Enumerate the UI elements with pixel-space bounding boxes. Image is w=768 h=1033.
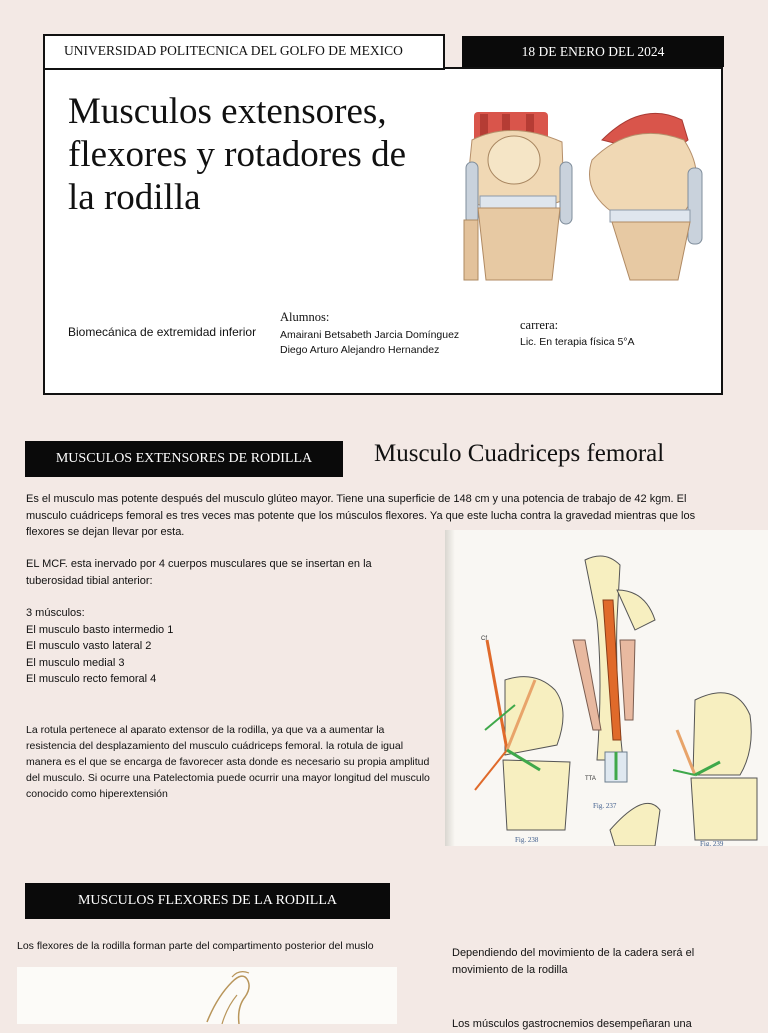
section-subtitle: Musculo Cuadriceps femoral <box>374 440 665 467</box>
career-value: Lic. En terapia física 5°A <box>520 336 635 348</box>
flexores-figure <box>17 967 397 1024</box>
knee-joint-illustration <box>452 100 717 285</box>
page-title: Musculos extensores, flexores y rotadores de la rodilla <box>68 91 407 218</box>
innervation-paragraph: EL MCF. esta inervado por 4 cuerpos musculares que se insertan en la tuberosidad tibial anterior: <box>26 558 372 587</box>
section-header-flexores: MUSCULOS FLEXORES DE LA RODILLA <box>25 883 390 919</box>
svg-text:Cf: Cf <box>481 636 487 642</box>
list-item: El musculo recto femoral 4 <box>26 673 157 685</box>
rotula-paragraph: La rotula pertenece al aparato extensor de la rodilla, ya que va a aumentar la resistencia del desplazamiento del musculo cuádriceps femoral. la rotula de igual manera es el que se encarga de favorecer asta donde es necesario su propia amplitud del musculo. Si ocurre una Patelectomia puede ocurrir una mayor longitud del musculo conocido como hiperextensión <box>26 724 430 800</box>
career-label: carrera: <box>520 318 559 332</box>
cadera-paragraph: Dependiendo del movimiento de la cadera será el movimiento de la rodilla <box>452 947 695 976</box>
list-item: El musculo vasto lateral 2 <box>26 640 152 652</box>
quadriceps-diagram <box>445 530 768 846</box>
figure-caption: Fig. 238 <box>515 836 539 844</box>
muscle-list <box>26 605 173 688</box>
university-name: UNIVERSIDAD POLITECNICA DEL GOLFO DE MEXICO <box>43 34 445 70</box>
gastro-paragraph: Los músculos gastrocnemios desempeñaran una <box>452 1018 692 1030</box>
subject-name: Biomecánica de extremidad inferior <box>68 325 257 339</box>
tta-label: TTA <box>585 776 596 782</box>
section-header-extensores: MUSCULOS EXTENSORES DE RODILLA <box>25 441 343 477</box>
date-badge: 18 DE ENERO DEL 2024 <box>462 36 724 67</box>
students-list <box>280 328 459 358</box>
list-title: 3 músculos: <box>26 607 85 619</box>
flexores-intro: Los flexores de la rodilla forman parte del compartimento posterior del muslo <box>17 940 374 952</box>
quadriceps-figure <box>445 530 768 846</box>
list-item: El musculo medial 3 <box>26 656 125 669</box>
list-item: El musculo basto intermedio 1 <box>26 623 174 636</box>
students-label: Alumnos: <box>280 310 330 324</box>
intro-paragraph: Es el musculo mas potente después del musculo glúteo mayor. Tiene una superficie de 148 cm y una potencia de trabajo de 42 kgm. El musculo cuádriceps femoral es tres veces mas potente que los músculos flexores. Ya que este lucha contra la gravedad mientras que los flexores se dejan llevar por esta. <box>26 493 696 538</box>
figure-caption: Fig. 237 <box>593 802 617 810</box>
leg-sketch <box>17 967 397 1024</box>
student-name: Diego Arturo Alejandro Hernandez <box>280 344 440 356</box>
figure-caption: Fig. 239 <box>700 840 724 846</box>
student-name: Amairani Betsabeth Jarcia Domínguez <box>280 329 460 341</box>
